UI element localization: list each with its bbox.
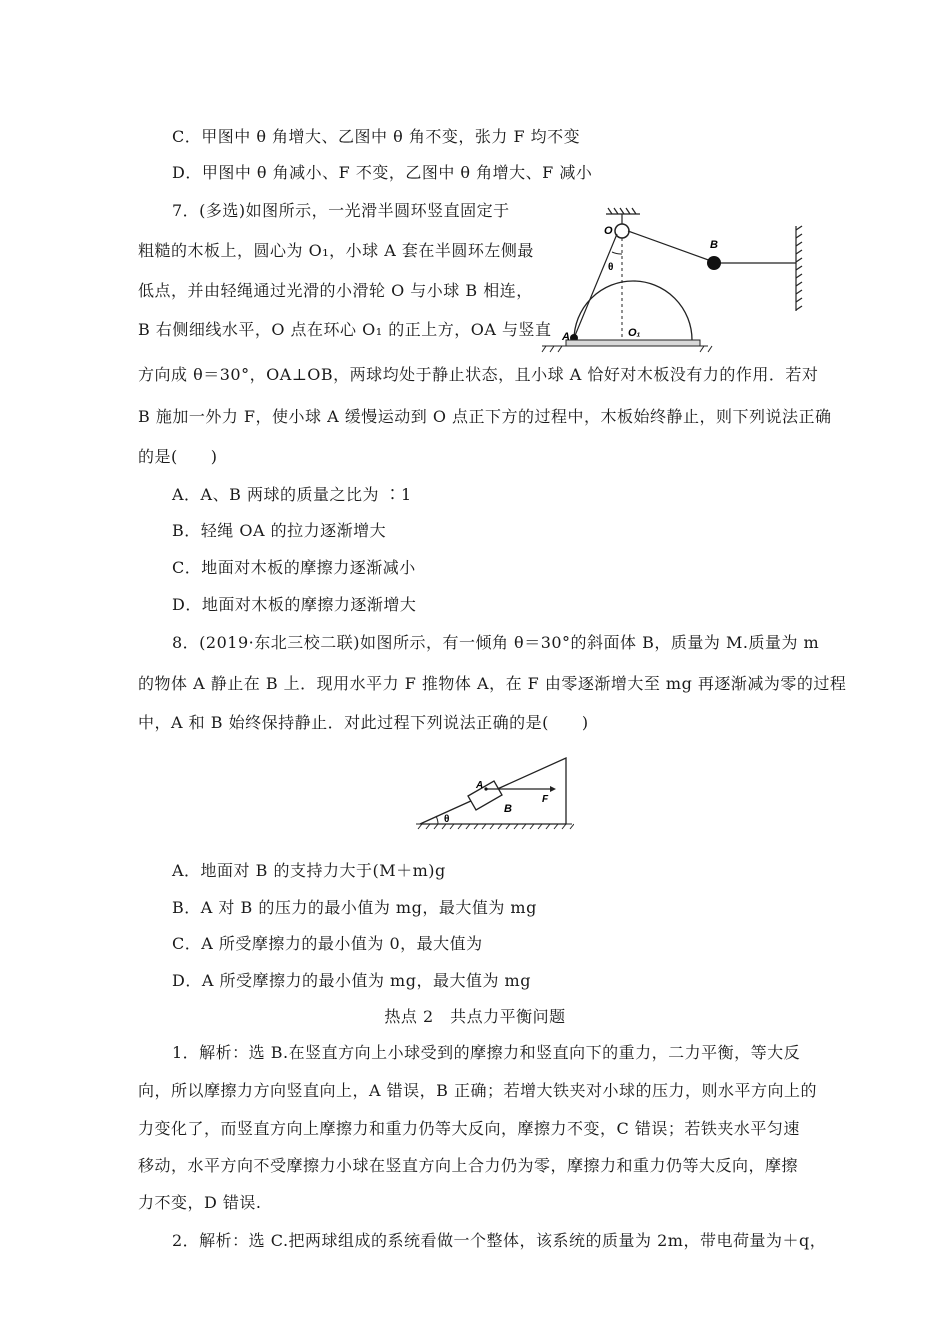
label-theta: θ [608,262,614,273]
pulley-o [615,224,629,238]
label-o1: O₁ [628,327,641,339]
label-a: A [562,331,570,343]
label-b: B [504,803,512,815]
q8-figure [416,756,574,832]
q6-option-c: C．甲图中 θ 角增大、乙图中 θ 角不变，张力 F 均不变 [172,127,581,146]
q8-stem-line-1: 8．(2019·东北三校二联)如图所示，有一倾角 θ＝30°的斜面体 B，质量为 M.质量为 m [172,633,820,652]
label-theta: θ [444,814,450,825]
wooden-board [566,340,700,346]
q8-option-d: D．A 所受摩擦力的最小值为 mg，最大值为 mg [172,971,531,990]
label-f: F [542,794,549,805]
label-b: B [710,239,718,251]
label-o: O [604,225,613,237]
q7-option-c: C．地面对木板的摩擦力逐渐减小 [172,558,416,577]
answer-line-6: 2．解析：选 C.把两球组成的系统看做一个整体，该系统的质量为 2m，带电荷量为＋q， [172,1231,827,1250]
string-ob [628,231,714,262]
q8-option-c: C．A 所受摩擦力的最小值为 0，最大值为 [172,934,483,953]
q7-stem-line-3: 低点，并由轻绳通过光滑的小滑轮 O 与小球 B 相连， [138,281,533,300]
q8-option-b: B．A 对 B 的压力的最小值为 mg，最大值为 mg [172,898,537,917]
q7-stem-line-1: 7．(多选)如图所示，一光滑半圆环竖直固定于 [172,201,510,220]
ground [542,346,712,352]
q7-stem-line-4: B 右侧细线水平，O 点在环心 O₁ 的正上方，OA 与竖直 [138,320,552,339]
ground [416,824,574,829]
answer-line-1: 1．解析：选 B.在竖直方向上小球受到的摩擦力和竖直向下的重力，二力平衡，等大反 [172,1043,801,1062]
q7-stem-line-2: 粗糙的木板上，圆心为 O₁，小球 A 套在半圆环左侧最 [138,241,534,260]
q6-option-d: D．甲图中 θ 角减小、F 不变，乙图中 θ 角增大、F 减小 [172,163,593,182]
theta-arc [612,252,622,254]
q7-stem-line-7: 的是( ) [138,447,218,466]
q7-option-d: D．地面对木板的摩擦力逐渐增大 [172,595,417,614]
q7-stem-line-6: B 施加一外力 F，使小球 A 缓慢运动到 O 点正下方的过程中，木板始终静止，则下列说法正确 [138,407,832,426]
ceiling-support [606,208,640,224]
answers-heading: 热点 2 共点力平衡问题 [384,1007,566,1026]
answer-line-4: 移动，水平方向不受摩擦力小球在竖直方向上合力仍为零，摩擦力和重力仍等大反向，摩擦 [138,1156,799,1175]
q8-stem-line-2: 的物体 A 静止在 B 上．现用水平力 F 推物体 A，在 F 由零逐渐增大至 mg 再逐渐减为零的过程 [138,674,847,693]
ball-b [707,256,721,270]
answer-line-5: 力不变，D 错误. [138,1193,262,1212]
force-origin [484,787,487,790]
right-wall [796,226,802,311]
string-oa [574,234,617,338]
q8-option-a: A．地面对 B 的支持力大于(M＋m)g [172,861,446,880]
label-a: A [476,780,484,791]
q7-option-b: B．轻绳 OA 的拉力逐渐增大 [172,521,387,540]
q7-option-a: A．A、B 两球的质量之比为 ∶1 [172,485,412,504]
answer-line-3: 力变化了，而竖直方向上摩擦力和重力仍等大反向，摩擦力不变，C 错误；若铁夹水平匀速 [138,1119,800,1138]
q7-stem-line-5: 方向成 θ＝30°，OA⊥OB，两球均处于静止状态，且小球 A 恰好对木板没有力的作用．若对 [138,365,819,384]
answer-line-2: 向，所以摩擦力方向竖直向上，A 错误，B 正确；若增大铁夹对小球的压力，则水平方向上的 [138,1081,817,1100]
q7-figure [538,206,808,356]
q8-stem-line-3: 中，A 和 B 始终保持静止．对此过程下列说法正确的是( ) [138,713,589,732]
